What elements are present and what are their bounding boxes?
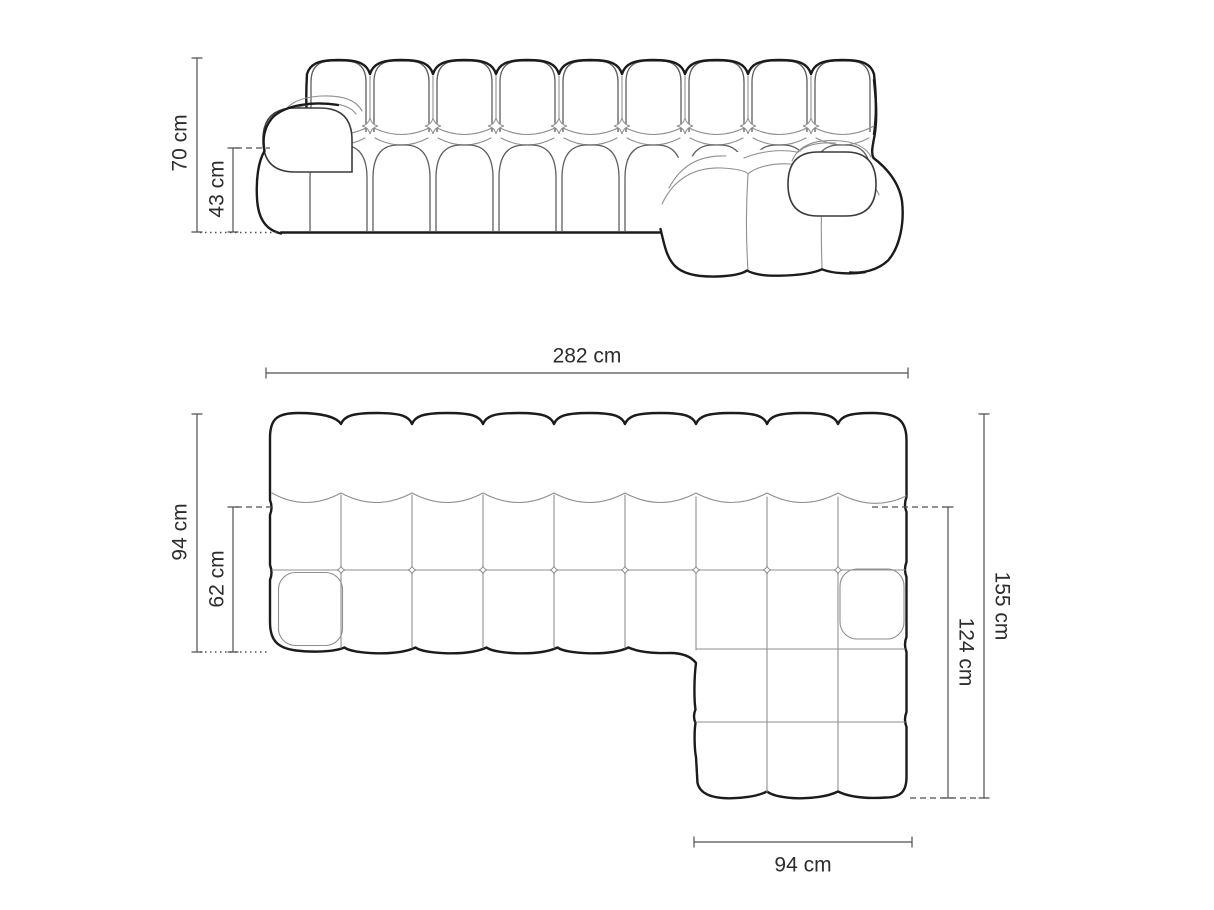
top-total-depth-dimension (979, 414, 1014, 798)
front-back-cushions (311, 61, 870, 132)
dim-label-front-seat-height: 43 cm (205, 160, 229, 218)
front-view-drawing (257, 60, 903, 277)
dim-label-total-width: 282 cm (552, 344, 622, 368)
dim-label-front-total-height: 70 cm (168, 114, 192, 172)
dim-label-total-depth: 155 cm (990, 571, 1014, 641)
top-view-drawing (270, 413, 907, 798)
front-height-dimension (169, 58, 203, 232)
top-outline (270, 413, 907, 798)
top-chaise-width-dimension (694, 837, 912, 877)
dim-label-chaise-depth: 124 cm (954, 617, 978, 687)
top-width-dimension (266, 345, 908, 379)
dim-label-seat-depth: 62 cm (205, 550, 229, 608)
dim-label-chaise-width: 94 cm (774, 853, 832, 877)
top-seat-depth-dimension (200, 507, 272, 652)
dim-label-body-depth: 94 cm (168, 503, 192, 561)
top-depth-dimension (169, 414, 203, 652)
front-seat-height-dimension (200, 148, 279, 233)
